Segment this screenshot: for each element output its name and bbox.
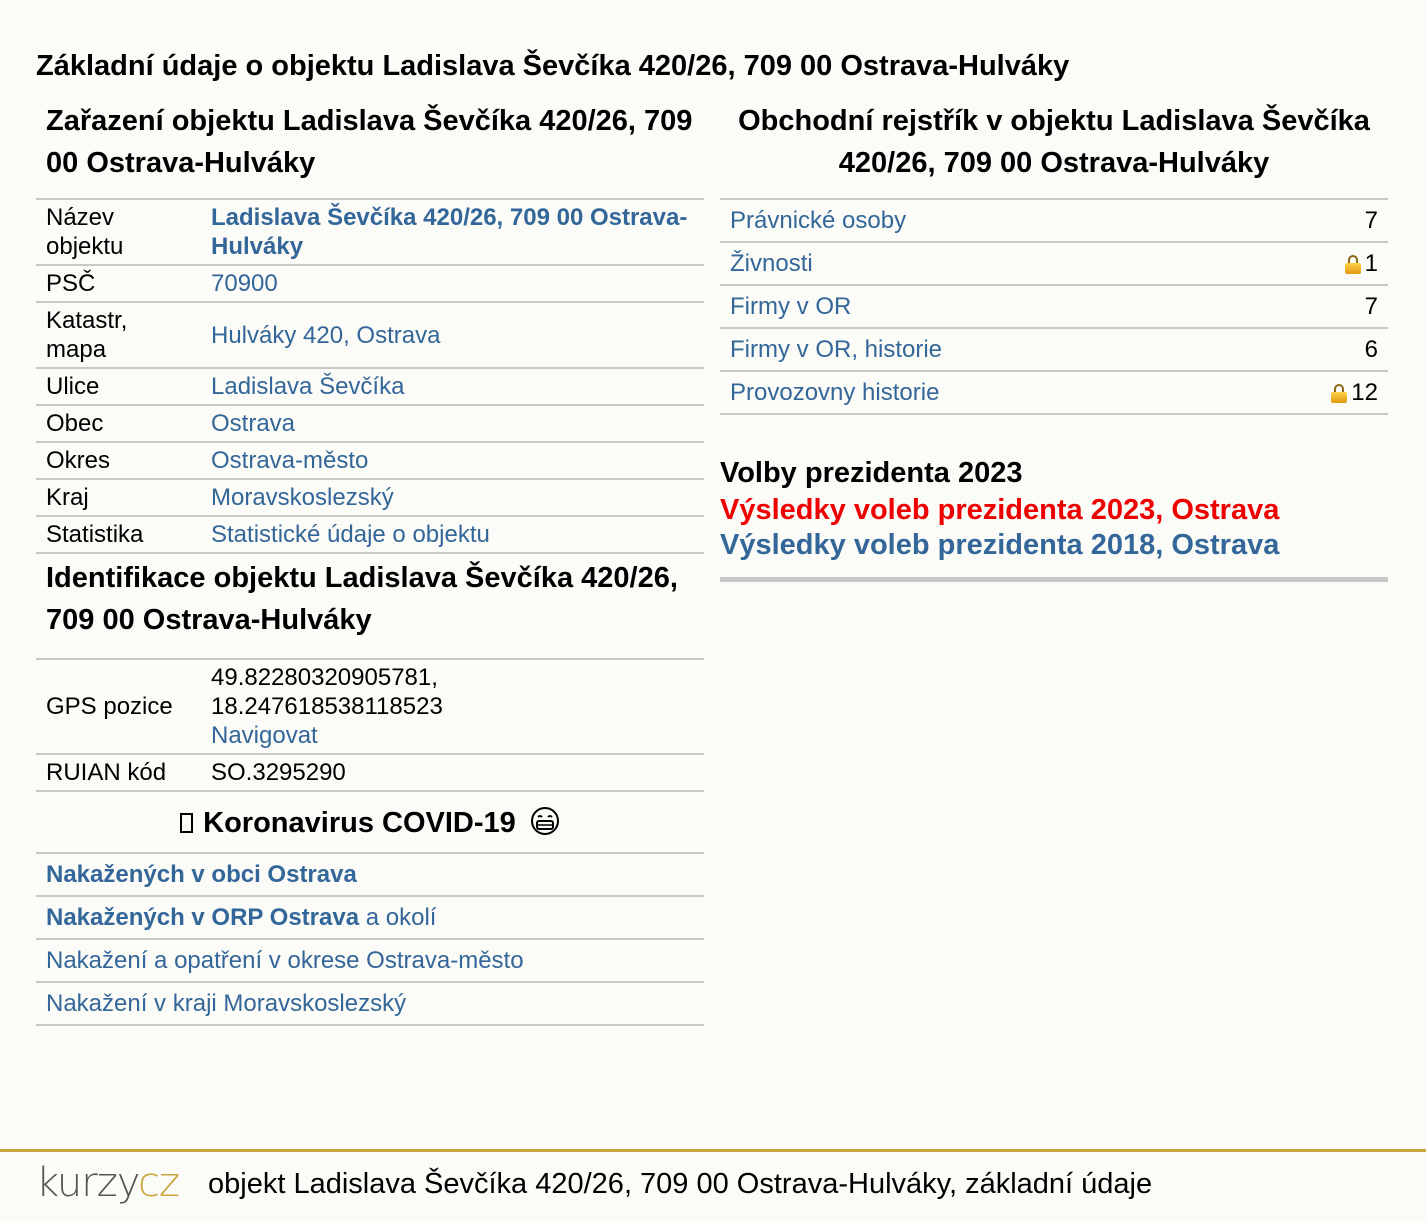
table-row (720, 285, 1388, 328)
table-row (36, 754, 704, 791)
covid-obec-link[interactable]: Nakažených v obci Ostrava (46, 861, 357, 888)
volby-section (720, 453, 1388, 582)
psc-link[interactable]: 70900 (211, 270, 278, 297)
zarazeni-table (36, 198, 704, 554)
row-label: Katastr, mapa (36, 302, 201, 368)
covid-orp-link-rest: a okolí (359, 904, 437, 931)
ruian-label: RUIAN kód (36, 754, 201, 791)
footer-divider (0, 1149, 1426, 1152)
table-row (36, 659, 704, 754)
firmy-or-historie-link[interactable]: Firmy v OR, historie (730, 336, 943, 363)
zivnosti-link[interactable]: Živnosti (730, 250, 813, 277)
row-label: Kraj (36, 479, 201, 516)
row-count: 7 (1239, 285, 1388, 328)
gps-lat: 49.82280320905781, (211, 664, 438, 691)
table-row (36, 405, 704, 442)
katastr-link[interactable]: Hulváky 420, Ostrava (211, 321, 441, 349)
ulice-link[interactable]: Ladislava Ševčíka (211, 373, 405, 400)
svg-text:cz: cz (138, 1162, 179, 1206)
volby-2023-link[interactable]: Výsledky voleb prezidenta 2023, Ostrava (720, 494, 1280, 526)
left-column (36, 100, 704, 1026)
row-label: Okres (36, 442, 201, 479)
covid-list (36, 852, 704, 1026)
row-count: 7 (1239, 199, 1388, 242)
mask-face-icon (530, 806, 560, 847)
row-label: Ulice (36, 368, 201, 405)
firmy-or-link[interactable]: Firmy v OR (730, 293, 852, 320)
table-row (36, 199, 704, 265)
identifikace-table (36, 658, 704, 792)
table-row (36, 442, 704, 479)
covid-orp-link-bold: Nakažených v ORP Ostrava (46, 904, 360, 931)
zarazeni-title: Zařazení objektu Ladislava Ševčíka 420/26, 709 00 Ostrava-Hulváky (46, 105, 693, 179)
right-column (720, 100, 1388, 582)
ruian-value: SO.3295290 (201, 754, 704, 791)
svg-text:kurzy: kurzy (36, 1162, 140, 1206)
lock-icon (1345, 255, 1361, 273)
table-row (36, 265, 704, 302)
missing-glyph-icon (180, 813, 193, 833)
table-row (36, 479, 704, 516)
footer-text: objekt Ladislava Ševčíka 420/26, 709 00 Ostrava-Hulváky, základní údaje (208, 1167, 1153, 1200)
gps-lon: 18.247618538118523 (211, 693, 443, 720)
list-item (36, 897, 704, 940)
lock-icon (1331, 384, 1347, 402)
row-label: Obec (36, 405, 201, 442)
volby-title: Volby prezidenta 2023 (720, 457, 1023, 489)
row-label: PSČ (36, 265, 201, 302)
kraj-link[interactable]: Moravskoslezský (211, 484, 394, 511)
volby-2018-link[interactable]: Výsledky voleb prezidenta 2018, Ostrava (720, 529, 1280, 561)
table-row (720, 328, 1388, 371)
covid-okres-link[interactable]: Nakažení a opatření v okrese Ostrava-město (46, 947, 524, 974)
list-item (36, 940, 704, 983)
covid-kraj-link[interactable]: Nakažení v kraji Moravskoslezský (46, 990, 407, 1017)
row-count: 6 (1239, 328, 1388, 371)
page-title: Základní údaje o objektu Ladislava Ševčíka 420/26, 709 00 Ostrava-Hulváky (36, 50, 1070, 82)
row-label: Statistika (36, 516, 201, 553)
identifikace-title: Identifikace objektu Ladislava Ševčíka 420/26, 709 00 Ostrava-Hulváky (46, 562, 678, 636)
divider (720, 577, 1388, 582)
table-row (36, 368, 704, 405)
footer (36, 1160, 1406, 1208)
kurzycz-logo (36, 1162, 188, 1206)
statistika-link[interactable]: Statistické údaje o objektu (211, 521, 490, 548)
covid-title (36, 792, 704, 852)
table-row (720, 242, 1388, 285)
row-count: 1 (1364, 250, 1378, 277)
covid-orp-link[interactable] (46, 904, 436, 931)
okres-link[interactable]: Ostrava-město (211, 447, 369, 474)
covid-title-text: Koronavirus COVID-19 (203, 807, 516, 839)
gps-label: GPS pozice (36, 659, 201, 754)
navigate-link[interactable]: Navigovat (211, 722, 318, 749)
pravnicke-osoby-link[interactable]: Právnické osoby (730, 207, 907, 234)
obec-link[interactable]: Ostrava (211, 410, 296, 437)
obchodni-rejstrik-table (720, 198, 1388, 415)
row-count: 12 (1351, 379, 1378, 406)
table-row (36, 302, 704, 368)
row-label: Název objektu (36, 199, 201, 265)
obchodni-rejstrik-title: Obchodní rejstřík v objektu Ladislava Ševčíka 420/26, 709 00 Ostrava-Hulváky (738, 105, 1370, 179)
object-name-link[interactable]: Ladislava Ševčíka 420/26, 709 00 Ostrava-Hulváky (211, 204, 688, 260)
list-item (36, 983, 704, 1026)
list-item (36, 854, 704, 897)
table-row (720, 199, 1388, 242)
provozovny-historie-link[interactable]: Provozovny historie (730, 379, 940, 406)
table-row (36, 516, 704, 553)
table-row (720, 371, 1388, 414)
